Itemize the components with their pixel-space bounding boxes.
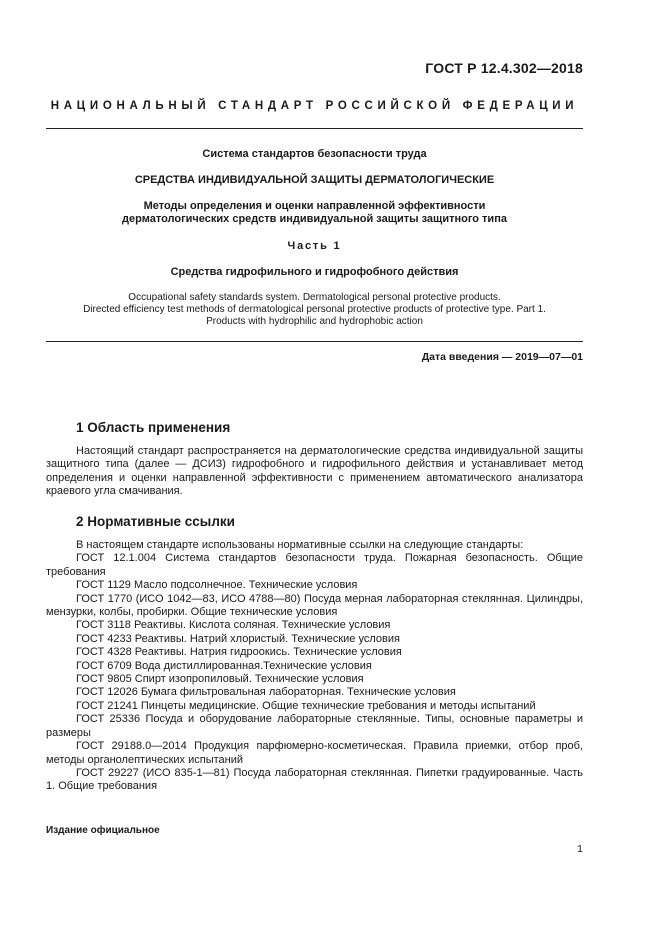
reference-item: ГОСТ 25336 Посуда и оборудование лабораторные стеклянные. Типы, основные параметры и размеры	[46, 713, 583, 739]
main-title: СРЕДСТВА ИНДИВИДУАЛЬНОЙ ЗАЩИТЫ ДЕРМАТОЛОГИЧЕСКИЕ	[134, 174, 495, 186]
methods-title-line-2: дерматологических средств индивидуальной защиты защитного типа	[122, 213, 507, 225]
reference-item: ГОСТ 1770 (ИСО 1042—83, ИСО 4788—80) Посуда мерная лабораторная стеклянная. Цилиндры, мензурки, колбы, пробирки. Общие технические условия	[46, 592, 583, 619]
reference-item: ГОСТ 12026 Бумага фильтровальная лабораторная. Технические условия	[76, 686, 456, 699]
reference-item: ГОСТ 3118 Реактивы. Кислота соляная. Технические условия	[76, 619, 391, 632]
part-subtitle: Средства гидрофильного и гидрофобного действия	[170, 266, 459, 278]
section-1-paragraph: Настоящий стандарт распространяется на дерматологические средства индивидуальной защиты защитного типа (далее — ДСИЗ) гидрофобного и гидрофильного действия и устанавливает метод определения и оценки направленной эффективности с применением автоматического анализатора краевого угла смачивания.	[46, 445, 583, 497]
page-number: 1	[577, 843, 583, 855]
english-title-line-3: Products with hydrophilic and hydrophobic action	[206, 316, 423, 327]
standards-system-title: Система стандартов безопасности труда	[202, 148, 427, 160]
section-1-text	[46, 445, 583, 498]
english-title-line-1: Occupational safety standards system. Dermatological personal protective products.	[128, 292, 501, 303]
introduction-date: Дата введения — 2019—07—01	[421, 351, 583, 363]
official-edition-label: Издание официальное	[46, 825, 160, 836]
reference-item: ГОСТ 29227 (ИСО 835-1—81) Посуда лабораторная стеклянная. Пипетки градуированные. Часть 1. Общие требования	[46, 766, 583, 793]
part-label: Часть 1	[287, 240, 342, 252]
english-title-line-2: Directed efficiency test methods of dermatological personal protective products of protective type. Part 1.	[83, 304, 546, 315]
reference-item: ГОСТ 12.1.004 Система стандартов безопасности труда. Пожарная безопасность. Общие требования	[46, 552, 583, 578]
section-1-heading: 1 Область применения	[76, 420, 231, 435]
reference-item: ГОСТ 1129 Масло подсолнечное. Технические условия	[76, 579, 358, 592]
gost-number: ГОСТ Р 12.4.302—2018	[425, 60, 583, 76]
reference-item: ГОСТ 6709 Вода дистиллированная.Технические условия	[76, 659, 372, 672]
references-intro: В настоящем стандарте использованы нормативные ссылки на следующие стандарты:	[76, 539, 524, 551]
methods-title-line-1: Методы определения и оценки направленной эффективности	[143, 200, 486, 212]
reference-item: ГОСТ 21241 Пинцеты медицинские. Общие технические требования и методы испытаний	[76, 699, 536, 712]
reference-item: ГОСТ 29188.0—2014 Продукция парфюмерно-косметическая. Правила приемки, отбор проб, методы органолептических испытаний	[46, 740, 583, 766]
reference-item: ГОСТ 4328 Реактивы. Натрия гидроокись. Технические условия	[76, 646, 402, 659]
national-standard-heading: НАЦИОНАЛЬНЫЙ СТАНДАРТ РОССИЙСКОЙ ФЕДЕРАЦИИ	[50, 100, 579, 112]
reference-item: ГОСТ 4233 Реактивы. Натрий хлористый. Технические условия	[76, 632, 400, 645]
top-rule	[46, 128, 583, 129]
reference-item: ГОСТ 9805 Спирт изопропиловый. Технические условия	[76, 673, 364, 686]
references-list	[46, 539, 583, 794]
bottom-rule	[46, 341, 583, 342]
section-2-heading: 2 Нормативные ссылки	[76, 514, 235, 529]
